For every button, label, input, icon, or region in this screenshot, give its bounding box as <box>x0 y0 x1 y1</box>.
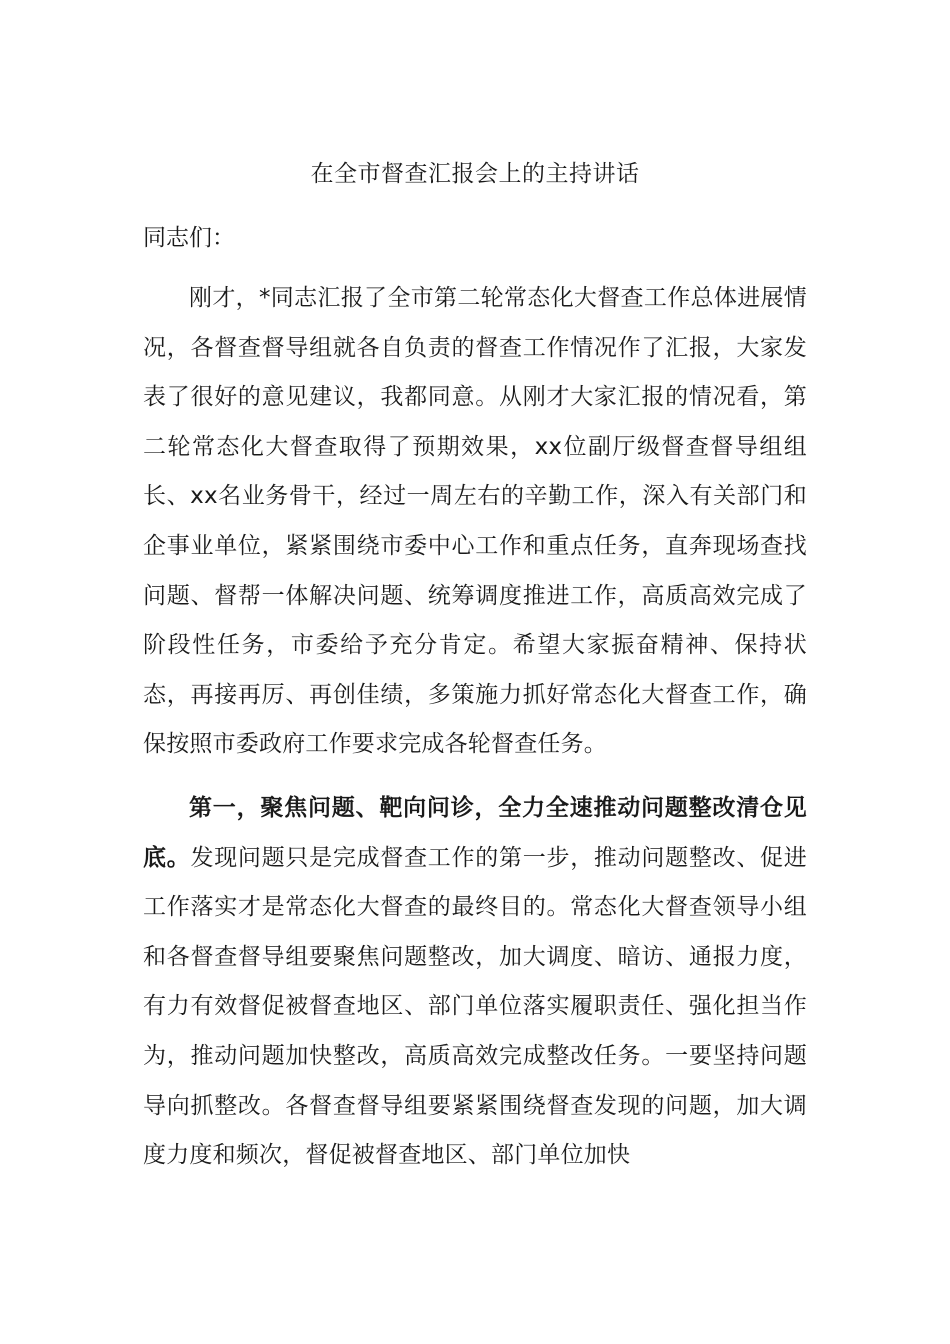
paragraph-first-point-text: 发现问题只是完成督查工作的第一步，推动问题整改、促进工作落实才是常态化大督查的最终目的。常态化大督查领导小组和各督查督导组要聚焦问题整改，加大调度、暗访、通报力度，有力有效督促被督查地区、部门单位落实履职责任、强化担当作为，推动问题加快整改，高质高效完成整改任务。一要坚持问题导向抓整改。各督查督导组要紧紧围绕督查发现的问题，加大调度力度和频次，督促被督查地区、部门单位加快 <box>143 844 807 1169</box>
paragraph-intro <box>143 274 807 770</box>
paragraph-first-point <box>143 784 807 1181</box>
paragraph-first-point-heading: 第一，聚焦问题、靶向问诊，全力全速推动问题整改清仓见底。 <box>143 795 807 871</box>
paragraph-intro-text: 刚才，*同志汇报了全市第二轮常态化大督查工作总体进展情况，各督查督导组就各自负责的督查工作情况作了汇报，大家发表了很好的意见建议，我都同意。从刚才大家汇报的情况看，第二轮常态化大督查取得了预期效果，xx位副厅级督查督导组组长、xx名业务骨干，经过一周左右的辛勤工作，深入有关部门和企事业单位，紧紧围绕市委中心工作和重点任务，直奔现场查找问题、督帮一体解决问题、统筹调度推进工作，高质高效完成了阶段性任务，市委给予充分肯定。希望大家振奋精神、保持状态，再接再厉、再创佳绩，多策施力抓好常态化大督查工作，确保按照市委政府工作要求完成各轮督查任务。 <box>143 285 807 758</box>
salutation: 同志们： <box>143 225 235 251</box>
document-title: 在全市督查汇报会上的主持讲话 <box>310 161 640 187</box>
